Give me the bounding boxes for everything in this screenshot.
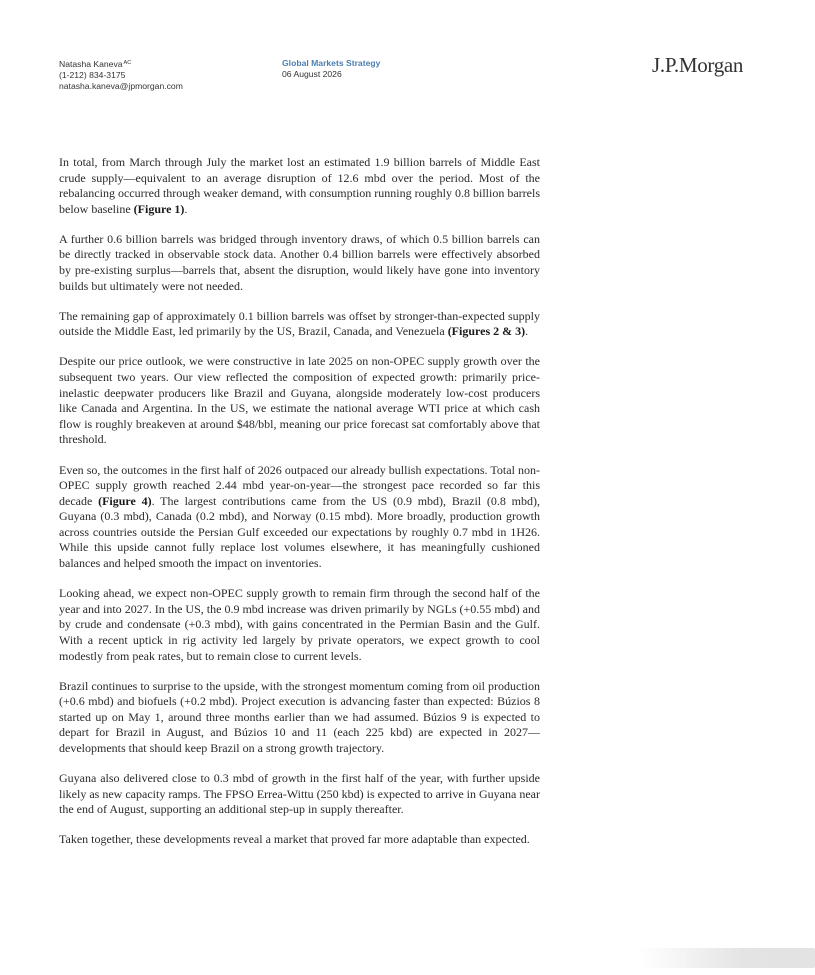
- page-edge-shadow: [640, 948, 815, 968]
- author-block: [59, 58, 259, 92]
- paragraph-8: Guyana also delivered close to 0.3 mbd of growth in the first half of the year, with further upside likely as new capacity ramps. The FPSO Errea-Wittu (250 kbd) is expected to arrive in Guyana near the end of August, supporting an additional step-up in supply thereafter.: [59, 771, 540, 817]
- paragraph-3: The remaining gap of approximately 0.1 billion barrels was offset by stronger-than-expected supply outside the Middle East, led primarily by the US, Brazil, Canada, and Venezuela (Figures 2 & 3).: [59, 308, 540, 339]
- paragraph-4: Despite our price outlook, we were constructive in late 2025 on non-OPEC supply growth over the subsequent two years. Our view reflected the composition of expected growth: primarily price-inelastic deepwater producers like Brazil and Guyana, alongside moderately low-cost producers like Canada and Argentina. In the US, we estimate the national average WTI price at which cash flow is roughly breakeven at around $48/bbl, meaning our price forecast sat comfortably above that threshold.: [59, 354, 540, 447]
- report-date: 06 August 2026: [282, 69, 342, 79]
- report-body: [59, 155, 540, 862]
- paragraph-7: Brazil continues to surprise to the upside, with the strongest momentum coming from oil production (+0.6 mbd) and biofuels (+0.2 mbd). Project execution is advancing faster than expected: Búzios 8 started up on May 1, around three months earlier than we had assumed. Búzios 9 is expected to depart for Brazil in August, and Búzios 10 and 11 (each 225 kbd) are expected in 2027—developments that should keep Brazil on a strong growth trajectory.: [59, 678, 540, 755]
- figure-ref: (Figures 2 & 3): [447, 324, 526, 339]
- paragraph-2: A further 0.6 billion barrels was bridged through inventory draws, of which 0.5 billion barrels can be directly tracked in observable stock data. Another 0.4 billion barrels were effectively absorbed by pre-existing surplus—barrels that, absent the disruption, would likely have gone into inventory builds but ultimately were not needed.: [59, 231, 540, 293]
- author-name-line: [59, 58, 259, 70]
- section-name: Global Markets Strategy: [282, 58, 381, 68]
- figure-ref: (Figure 4): [98, 493, 152, 508]
- author-superscript: AC: [123, 60, 132, 66]
- report-meta: [282, 58, 482, 80]
- author-email[interactable]: natasha.kaneva@jpmorgan.com: [59, 81, 183, 91]
- paragraph-9: Taken together, these developments reveal a market that proved far more adaptable than expected.: [59, 832, 530, 847]
- figure-ref: (Figure 1): [133, 201, 185, 216]
- paragraph-5: Even so, the outcomes in the first half of 2026 outpaced our already bullish expectations. Total non-OPEC supply growth reached 2.44 mbd year-on-year—the strongest pace recorded so far this decade (Figure 4). The largest contributions came from the US (0.9 mbd), Brazil (0.8 mbd), Guyana (0.3 mbd), Canada (0.2 mbd), and Norway (0.15 mbd). More broadly, production growth across countries outside the Persian Gulf exceeded our expectations by roughly 0.7 mbd in 1H26. While this upside cannot fully replace lost volumes elsewhere, it has meaningfully cushioned balances and helped smooth the impact on inventories.: [59, 462, 541, 571]
- paragraph-1: In total, from March through July the market lost an estimated 1.9 billion barrels of Middle East crude supply—equivalent to an average disruption of 12.6 mbd over the period. Most of the rebalancing occurred through weaker demand, with consumption running roughly 0.8 billion barrels below baseline (Figure 1).: [59, 155, 540, 216]
- author-name: Natasha Kaneva: [59, 59, 123, 69]
- jpmorgan-logo: J.P.Morgan: [652, 53, 744, 77]
- paragraph-6: Looking ahead, we expect non-OPEC supply growth to remain firm through the second half of the year and into 2027. In the US, the 0.9 mbd increase was driven primarily by NGLs (+0.55 mbd) and by crude and condensate (+0.3 mbd), with gains concentrated in the Permian Basin and the Gulf. With a recent uptick in rig activity led largely by private operators, we expect growth to cool modestly from peak rates, but to remain close to current levels.: [59, 586, 540, 663]
- author-phone: (1-212) 834-3175: [59, 70, 126, 80]
